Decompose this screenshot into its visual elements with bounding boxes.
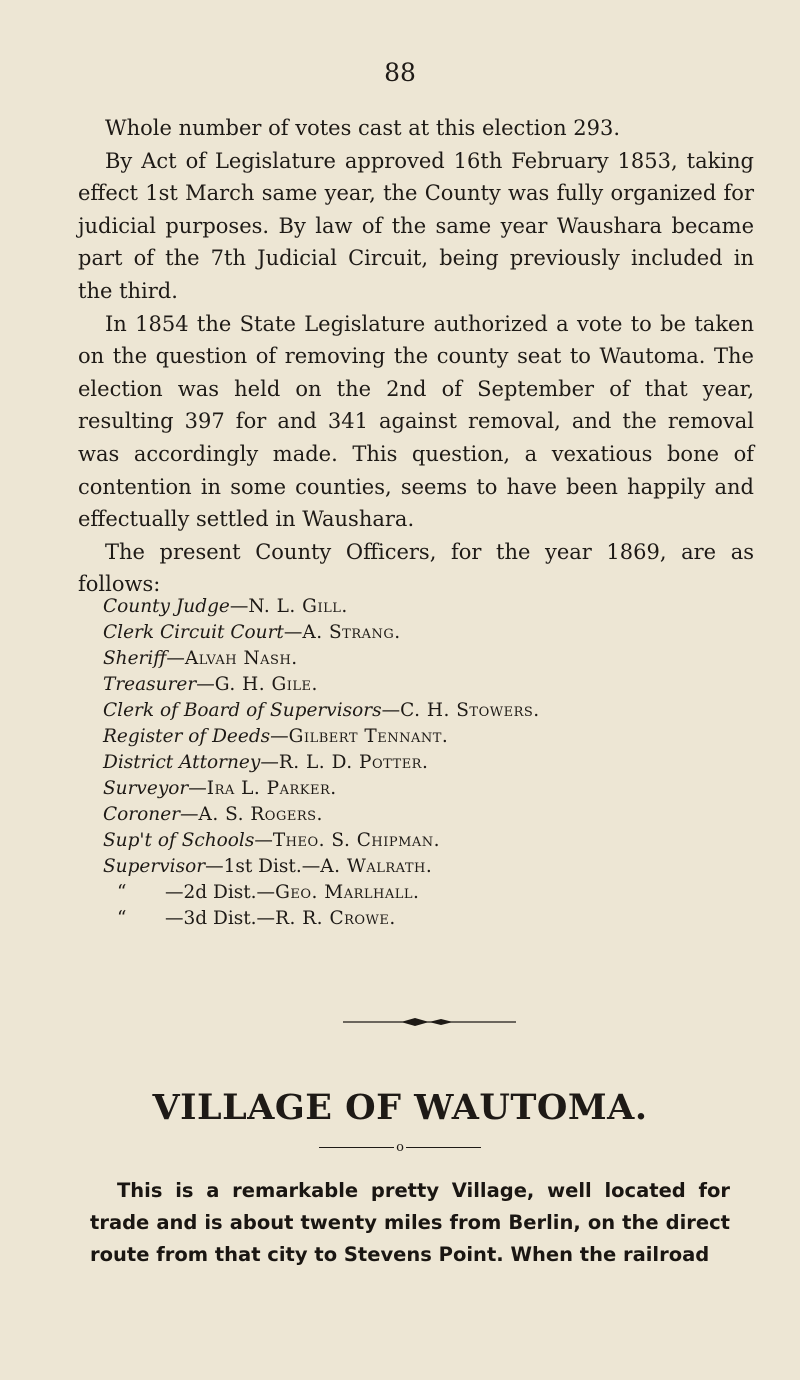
- officer-row: Coroner—A. S. Rogers.: [103, 804, 323, 825]
- ditto-mark: “: [117, 908, 127, 929]
- officer-row: “ —2d Dist.—Geo. Marlhall.: [103, 880, 703, 906]
- body-text: [78, 112, 754, 601]
- officer-role: Surveyor: [103, 778, 189, 799]
- officer-role: Register of Deeds: [103, 726, 271, 747]
- paragraph-legislature-act: By Act of Legislature approved 16th February 1853, taking effect 1st March same year, the County was fully organized for judicial purposes. By law of the same year Waushara became part of the 7th Judicial Circuit, being previously included in the third.: [78, 148, 754, 303]
- officer-name: Theo. S. Chipman.: [272, 830, 441, 851]
- officer-name: R. R. Crowe.: [275, 908, 396, 929]
- officer-row: Sup't of Schools—Theo. S. Chipman.: [103, 830, 441, 851]
- officer-row: Sheriff—Alvah Nash.: [103, 648, 298, 669]
- officer-role: Treasurer: [103, 674, 197, 695]
- officer-role: Sheriff: [103, 648, 167, 669]
- officer-name: N. L. Gill.: [248, 596, 348, 617]
- officer-row: Register of Deeds—Gilbert Tennant.: [103, 726, 449, 747]
- small-divider: [0, 1140, 800, 1155]
- officer-name: A. S. Rogers.: [198, 804, 323, 825]
- page-number: 88: [384, 58, 416, 87]
- officer-row: Supervisor—1st Dist.—A. Walrath.: [103, 856, 433, 877]
- officer-row: Clerk Circuit Court—A. Strang.: [103, 622, 401, 643]
- section-title: VILLAGE OF WAUTOMA.: [152, 1087, 648, 1128]
- paragraph-village: This is a remarkable pretty Village, well located for trade and is about twenty miles from Berlin, on the direct route from that city to Stevens Point. When the railroad: [90, 1179, 730, 1266]
- officer-name: Gilbert Tennant.: [288, 726, 449, 747]
- officer-row: “ —3d Dist.—R. R. Crowe.: [103, 906, 703, 932]
- paragraph-officers-intro: The present County Officers, for the year 1869, are as follows:: [78, 539, 754, 597]
- officer-detail: 2d Dist.—: [183, 882, 276, 903]
- officer-role: Sup't of Schools: [103, 830, 255, 851]
- officer-name: Ira L. Parker.: [206, 778, 337, 799]
- officer-name: G. H. Gile.: [214, 674, 318, 695]
- officer-name: A. Walrath.: [320, 856, 433, 877]
- officer-role: County Judge: [103, 596, 230, 617]
- officer-name: A. Strang.: [302, 622, 401, 643]
- officer-name: Alvah Nash.: [184, 648, 298, 669]
- officer-role: Supervisor: [103, 856, 206, 877]
- officer-detail: 3d Dist.—: [183, 908, 276, 929]
- officer-detail: 1st Dist.—: [223, 856, 321, 877]
- officer-role: District Attorney: [103, 752, 261, 773]
- officer-role: Clerk of Board of Supervisors: [103, 700, 382, 721]
- officer-row: County Judge—N. L. Gill.: [103, 596, 348, 617]
- officers-list: [103, 594, 703, 932]
- ornamental-divider: [343, 1012, 516, 1032]
- officer-role: Clerk Circuit Court: [103, 622, 284, 643]
- village-description: [90, 1175, 730, 1271]
- officer-name: C. H. Stowers.: [400, 700, 540, 721]
- divider-mark: o: [396, 1140, 404, 1155]
- officer-row: Surveyor—Ira L. Parker.: [103, 778, 337, 799]
- officer-row: Treasurer—G. H. Gile.: [103, 674, 318, 695]
- officer-role: Coroner: [103, 804, 180, 825]
- ditto-mark: “: [117, 882, 127, 903]
- officer-name: R. L. D. Potter.: [278, 752, 429, 773]
- paragraph-votes: Whole number of votes cast at this election 293.: [105, 116, 621, 140]
- paragraph-county-seat: In 1854 the State Legislature authorized a vote to be taken on the question of removing the county seat to Wautoma. The election was held on the 2nd of September of that year, resulting 397 for and 341 against removal, and the removal was accordingly made. This question, a vexatious bone of contention in some counties, seems to have been happily and effectually settled in Waushara.: [78, 311, 754, 532]
- officer-row: District Attorney—R. L. D. Potter.: [103, 752, 429, 773]
- officer-row: Clerk of Board of Supervisors—C. H. Stowers.: [103, 700, 540, 721]
- officer-name: Geo. Marlhall.: [275, 882, 420, 903]
